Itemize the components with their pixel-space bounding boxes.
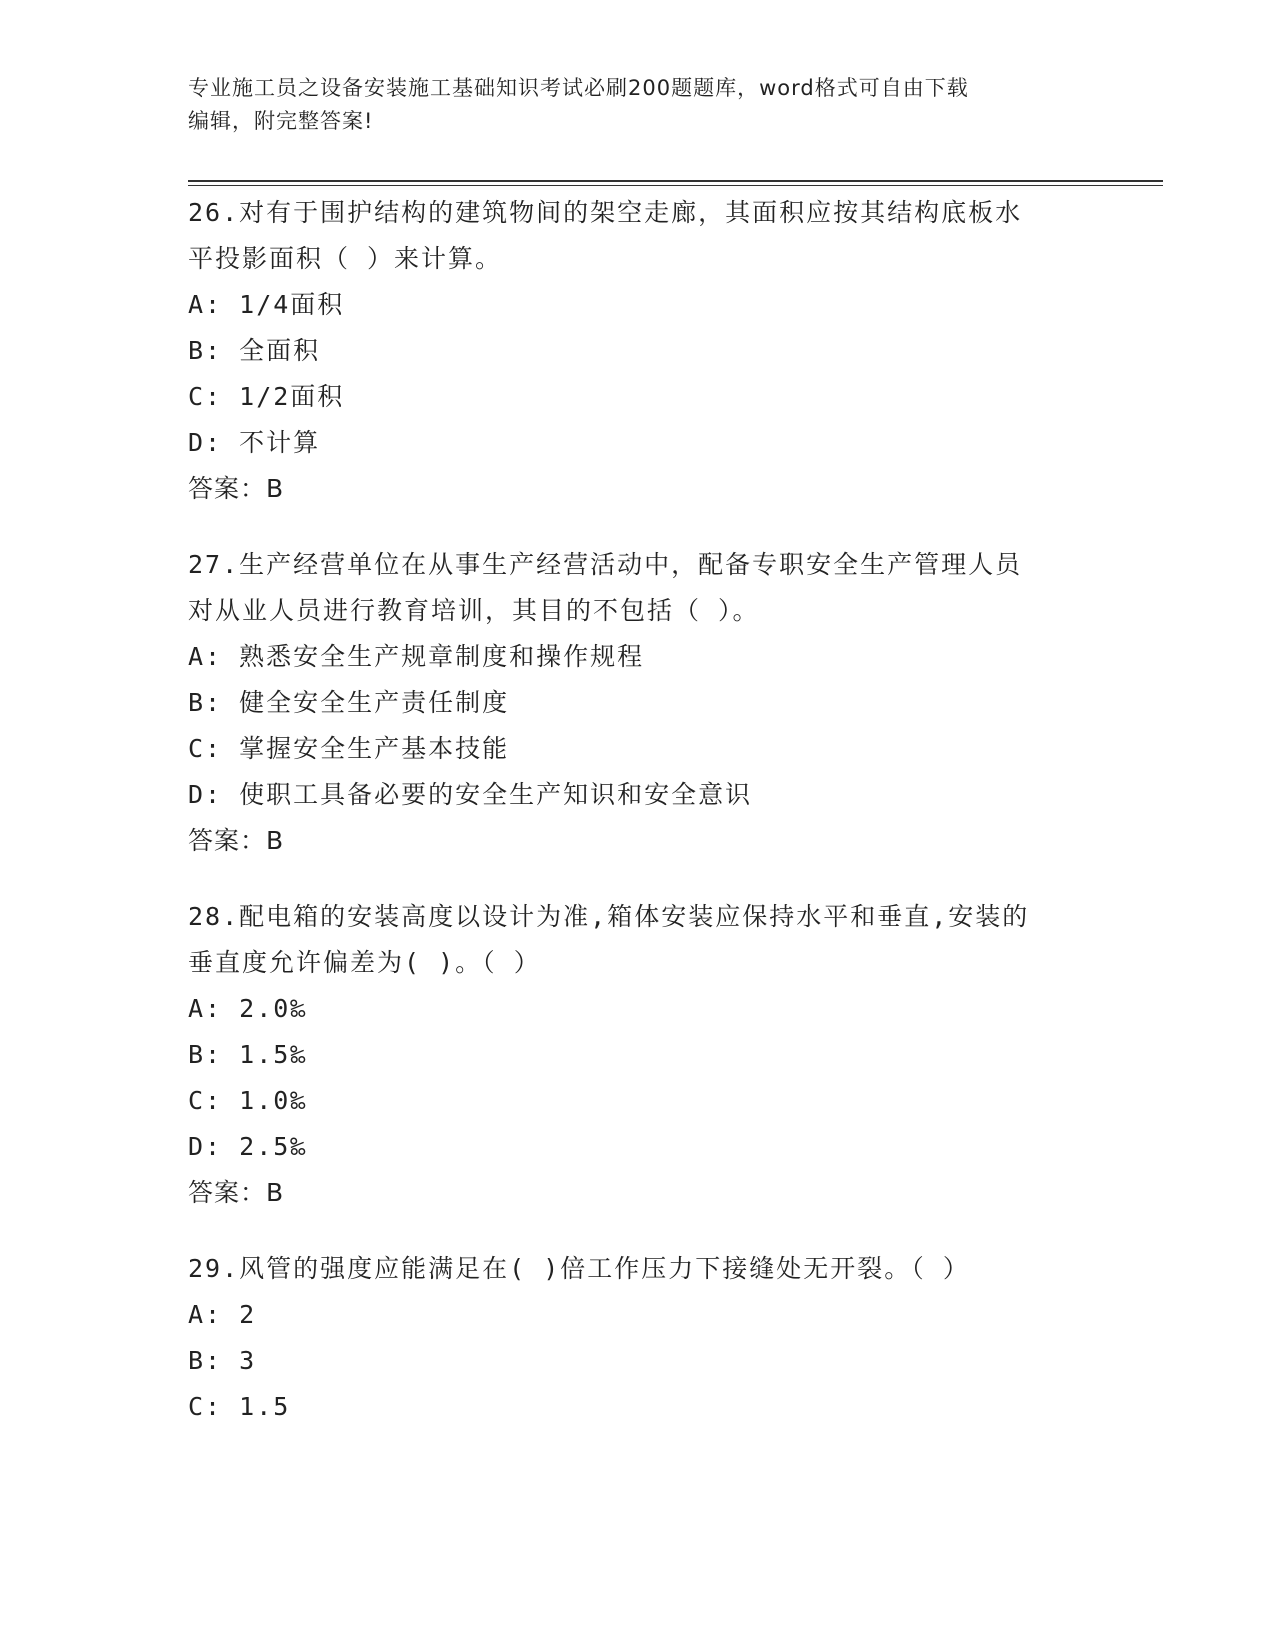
- option-a: A: 2.0‰: [188, 994, 308, 1023]
- question-stem-line: 26.对有于围护结构的建筑物间的架空走廊，其面积应按其结构底板水: [188, 198, 1023, 227]
- option-a: A: 1/4面积: [188, 290, 345, 319]
- question-27: [188, 542, 1088, 864]
- option-d: D: 不计算: [188, 428, 321, 457]
- header-title-line-1: 专业施工员之设备安装施工基础知识考试必刷200题题库，word格式可自由下载: [188, 76, 969, 100]
- document-header: [188, 72, 1088, 138]
- question-stem-line: 29.风管的强度应能满足在( )倍工作压力下接缝处无开裂。（ ）: [188, 1254, 970, 1283]
- option-a: A: 2: [188, 1300, 257, 1329]
- option-d: D: 使职工具备必要的安全生产知识和安全意识: [188, 780, 753, 809]
- option-b: B: 全面积: [188, 336, 321, 365]
- answer-line: 答案：B: [188, 1178, 285, 1207]
- header-divider-thick: [188, 180, 1163, 182]
- answer-line: 答案：B: [188, 474, 285, 503]
- option-d: D: 2.5‰: [188, 1132, 308, 1161]
- question-stem-line: 平投影面积（ ）来计算。: [188, 244, 503, 273]
- question-29: [188, 1246, 1088, 1430]
- option-c: C: 1.5: [188, 1392, 291, 1421]
- document-page: [188, 72, 1163, 1421]
- header-title-line-2: 编辑，附完整答案!: [188, 109, 374, 133]
- header-divider-thin: [188, 185, 1163, 186]
- question-list: [188, 190, 1088, 1460]
- question-stem-line: 垂直度允许偏差为( )。（ ）: [188, 948, 541, 977]
- option-c: C: 1.0‰: [188, 1086, 308, 1115]
- option-a: A: 熟悉安全生产规章制度和操作规程: [188, 642, 645, 671]
- option-c: C: 掌握安全生产基本技能: [188, 734, 510, 763]
- option-b: B: 1.5‰: [188, 1040, 308, 1069]
- question-26: [188, 190, 1088, 512]
- question-stem-line: 28.配电箱的安装高度以设计为准,箱体安装应保持水平和垂直,安装的: [188, 902, 1030, 931]
- question-stem-line: 对从业人员进行教育培训，其目的不包括（ ）。: [188, 596, 760, 625]
- question-stem-line: 27.生产经营单位在从事生产经营活动中，配备专职安全生产管理人员: [188, 550, 1023, 579]
- answer-line: 答案：B: [188, 826, 285, 855]
- option-b: B: 3: [188, 1346, 257, 1375]
- option-b: B: 健全安全生产责任制度: [188, 688, 510, 717]
- question-28: [188, 894, 1088, 1216]
- option-c: C: 1/2面积: [188, 382, 345, 411]
